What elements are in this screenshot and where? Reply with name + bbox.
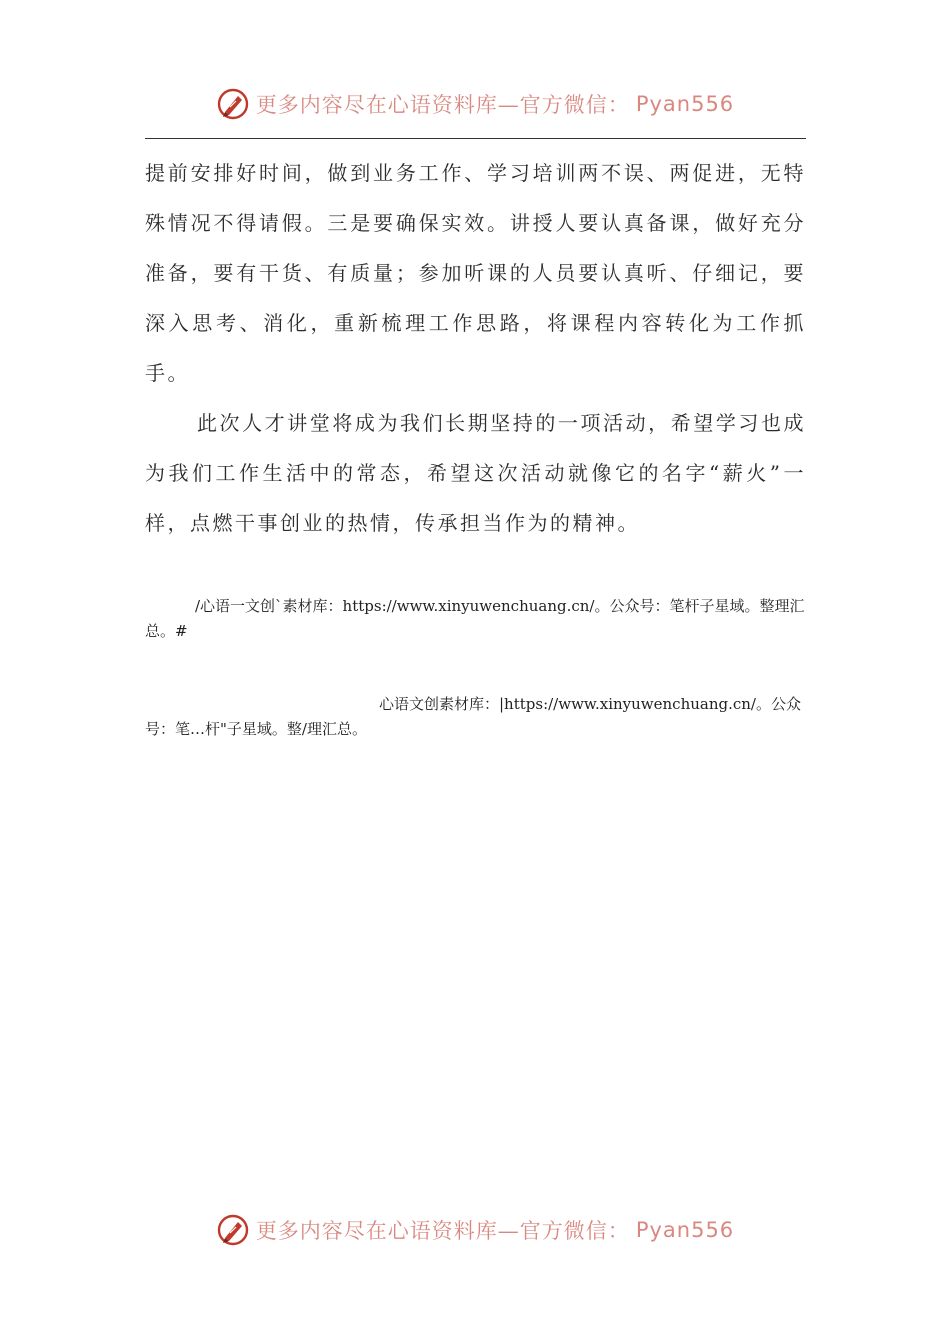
pen-logo-icon	[216, 1213, 250, 1247]
header-banner-code: Pyan556	[635, 92, 735, 116]
source-note-1: /心语一文创`素材库：https://www.xinyuwenchuang.cn/。公众号：笔杆子星域。整理汇总。#	[145, 597, 805, 640]
paragraph-2: 此次人才讲堂将成为我们长期坚持的一项活动，希望学习也成为我们工作生活中的常态，希望这次活动就像它的名字“薪火”一样，点燃干事创业的热情，传承担当作为的精神。	[145, 411, 806, 535]
footer-banner-code: Pyan556	[635, 1218, 735, 1242]
footer-banner	[0, 1208, 950, 1252]
header-rule	[145, 138, 806, 139]
header-banner-content	[216, 87, 734, 121]
footer-banner-text: 更多内容尽在心语资料库—官方微信：	[255, 1219, 630, 1243]
footer-banner-content	[216, 1213, 734, 1247]
source-note-2: 心语文创素材库：|https://www.xinyuwenchuang.cn/。公众号：笔…杆"子星域。整/理汇总。	[145, 695, 801, 738]
pen-logo-icon	[216, 87, 250, 121]
paragraph-1: 提前安排好时间，做到业务工作、学习培训两不误、两促进，无特殊情况不得请假。三是要确保实效。讲授人要认真备课，做好充分准备，要有干货、有质量；参加听课的人员要认真听、仔细记，要深入思考、消化，重新梳理工作思路，将课程内容转化为工作抓手。	[145, 161, 806, 385]
header-banner	[0, 82, 950, 126]
document-body	[145, 148, 806, 548]
header-banner-text: 更多内容尽在心语资料库—官方微信：	[255, 93, 630, 117]
